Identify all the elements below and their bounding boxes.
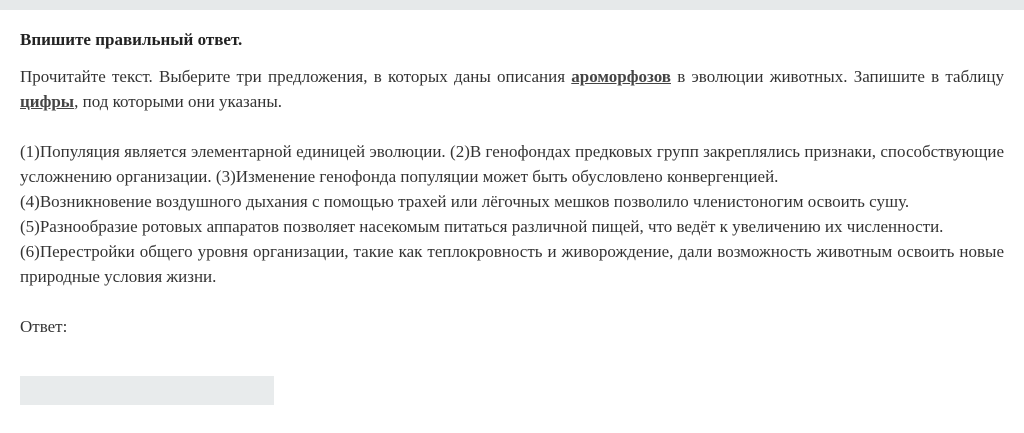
task-instruction: Впишите правильный ответ. [20,30,243,49]
prompt-keyword-aromorphoses: ароморфозов [571,67,671,86]
top-bar [0,0,1024,10]
task-content [20,27,1004,339]
answer-label: Ответ: [20,317,68,336]
prompt-text-1: Прочитайте текст. Выберите три предложения, в которых даны описания [20,67,572,86]
sentence-3: (3)Изменение генофонда популяции может быть обусловлено конвергенцией. [215,167,779,186]
sentence-1: (1)Популяция является элементарной единицей эволюции. [20,142,446,161]
sentence-2: (2)В генофондах предковых групп закреплялись признаки, способствующие усложнению организации. [20,142,1005,186]
sentence-5: (5)Разнообразие ротовых аппаратов позволяет насекомым питаться различной пищей, что ведёт к увеличению их численности. [20,217,944,236]
prompt-keyword-digits: цифры [20,92,75,111]
answer-input[interactable] [20,376,274,405]
prompt-text-2: в эволюции животных. Запишите в таблицу [670,67,1004,86]
task-prompt [20,64,1004,114]
sentence-text [20,139,1004,289]
sentence-4: (4)Возникновение воздушного дыхания с помощью трахей или лёгочных мешков позволило членистоногим освоить сушу. [20,192,910,211]
sentence-6: (6)Перестройки общего уровня организации, такие как теплокровность и живорождение, дали возможность животным освоить новые природные условия жизни. [20,242,1004,286]
prompt-text-3: , под которыми они указаны. [74,92,283,111]
